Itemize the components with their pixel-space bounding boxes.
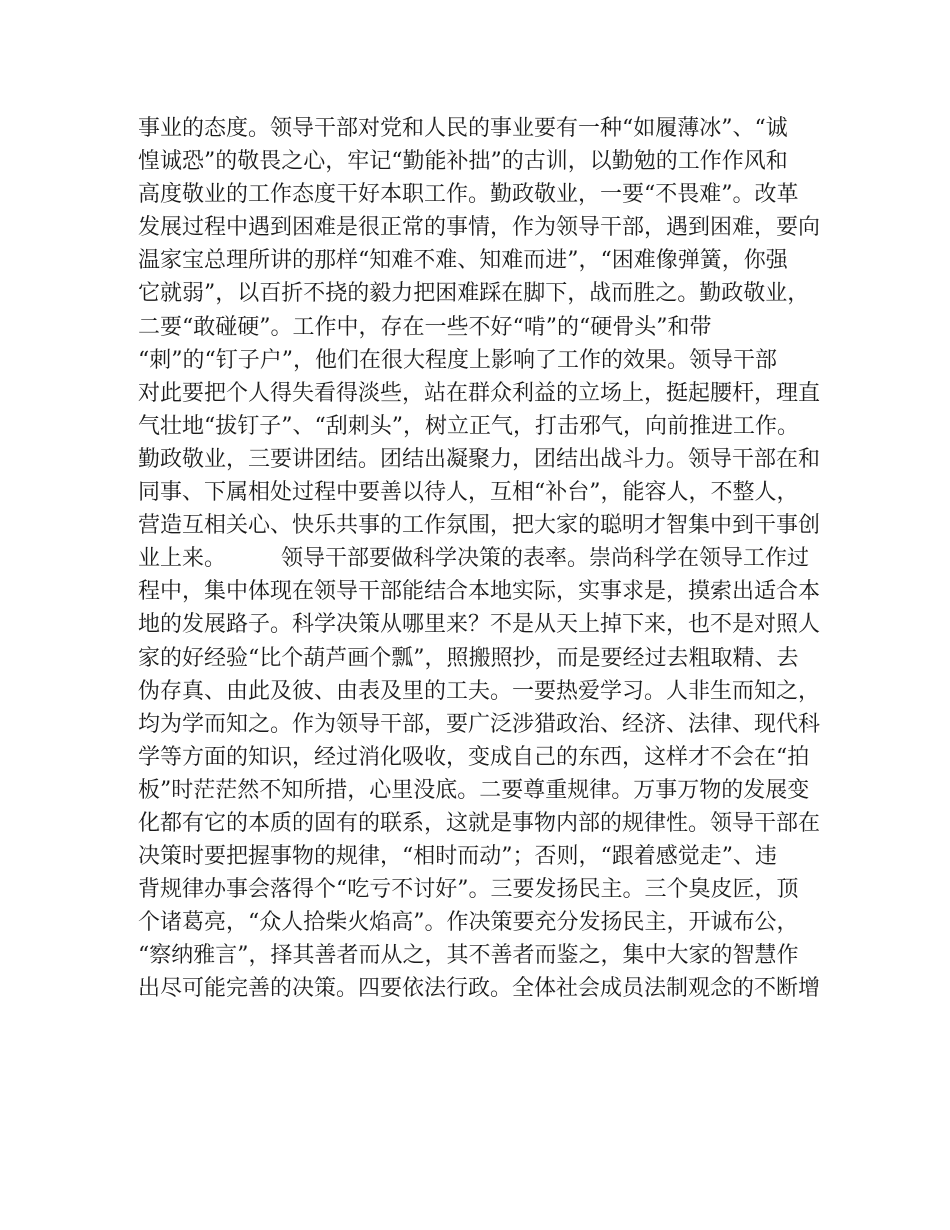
text-line-7: 二要“敢碰硬”。工作中，存在一些不好“啃”的“硬骨头”和带 [138,314,712,340]
text-line-25: 个诸葛亮，“众人拾柴火焰高”。作决策要充分发扬民主，开诚布公， [138,910,799,936]
text-line-15: 程中，集中体现在领导干部能结合本地实际，实事求是，摸索出适合本 [138,579,821,605]
text-line-27: 出尽可能完善的决策。四要依法行政。全体社会成员法制观念的不断增 [138,976,821,1002]
text-line-12: 同事、下属相处过程中要善以待人，互相“补台”，能容人，不整人， [138,480,799,506]
text-line-23: 决策时要把握事物的规律，“相时而动”；否则，“跟着感觉走”、违 [138,844,777,870]
text-line-24: 背规律办事会落得个“吃亏不讨好”。三要发扬民主。三个臭皮匠，顶 [138,877,799,903]
body-text [138,112,828,1006]
text-line-2: 惶诚恐”的敬畏之心，牢记“勤能补拙”的古训，以勤勉的工作作风和 [138,149,788,175]
text-line-18: 伪存真、由此及彼、由表及里的工夫。一要热爱学习。人非生而知之， [138,678,821,704]
text-line-21: 板”时茫茫然不知所措，心里没底。二要尊重规律。万事万物的发展变 [138,777,810,803]
text-line-13: 营造互相关心、快乐共事的工作氛围，把大家的聪明才智集中到干事创 [138,513,821,539]
text-line-26: “察纳雅言”，择其善者而从之，其不善者而鉴之，集中大家的智慧作 [138,943,799,969]
text-line-14: 业上来。 领导干部要做科学决策的表率。崇尚科学在领导工作过 [138,546,810,572]
text-line-1: 事业的态度。领导干部对党和人民的事业要有一种“如履薄冰”、“诚 [138,116,788,141]
text-line-4: 发展过程中遇到困难是很正常的事情，作为领导干部，遇到困难，要向 [138,215,821,241]
text-line-19: 均为学而知之。作为领导干部，要广泛涉猎政治、经济、法律、现代科 [138,711,821,737]
text-line-6: 它就弱”，以百折不挠的毅力把困难踩在脚下，战而胜之。勤政敬业， [138,281,810,307]
text-line-8: “刺”的“钉子户”，他们在很大程度上影响了工作的效果。领导干部 [138,347,777,373]
text-line-16: 地的发展路子。科学决策从哪里来？不是从天上掉下来，也不是对照人 [138,612,821,638]
text-line-9: 对此要把个人得失看得淡些，站在群众利益的立场上，挺起腰杆，理直 [138,380,821,406]
text-line-22: 化都有它的本质的固有的联系，这就是事物内部的规律性。领导干部在 [138,810,821,836]
text-line-3: 高度敬业的工作态度干好本职工作。勤政敬业，一要“不畏难”。改革 [138,182,799,208]
text-line-10: 气壮地“拔钉子”、“刮刺头”，树立正气，打击邪气，向前推进工作。 [138,413,799,439]
text-line-17: 家的好经验“比个葫芦画个瓢”，照搬照抄，而是要经过去粗取精、去 [138,645,799,671]
text-line-5: 温家宝总理所讲的那样“知难不难、知难而进”，“困难像弹簧，你强 [138,248,788,274]
text-line-20: 学等方面的知识，经过消化吸收，变成自己的东西，这样才不会在“拍 [138,744,810,770]
text-line-11: 勤政敬业，三要讲团结。团结出凝聚力，团结出战斗力。领导干部在和 [138,446,821,472]
